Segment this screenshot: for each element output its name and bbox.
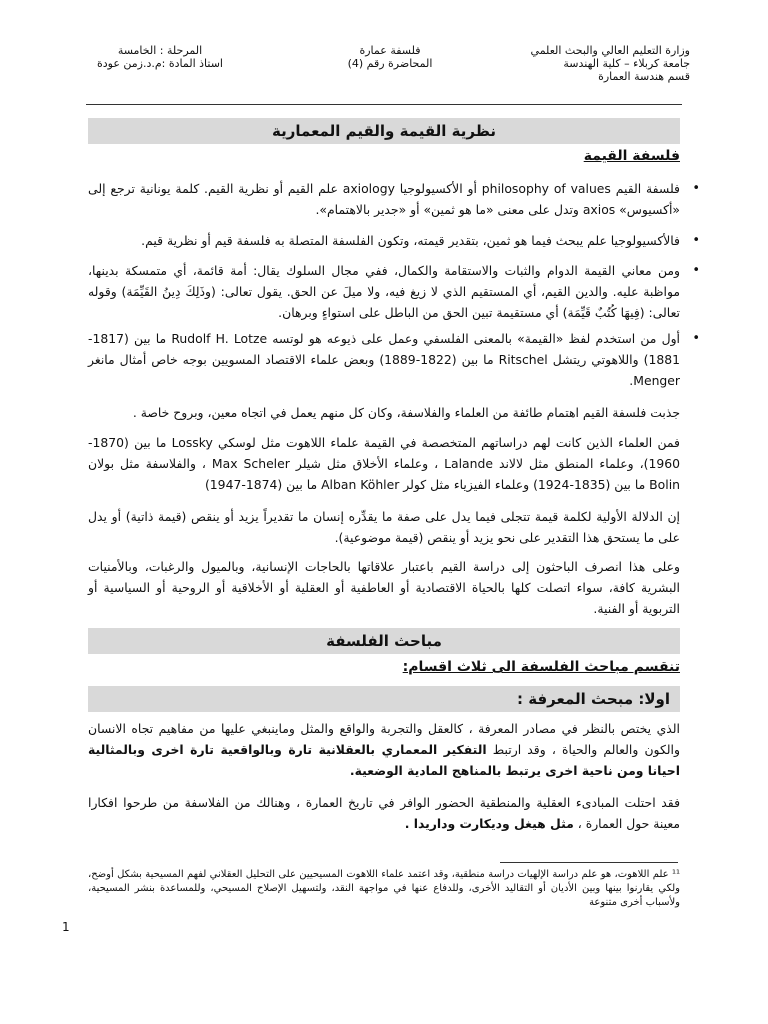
header-university: جامعة كربلاء – كلية الهندسة (563, 57, 690, 70)
header-instructor: استاذ المادة :م.د.زمن عودة (96, 57, 223, 70)
bullet-dot: • (692, 263, 700, 278)
paragraph (88, 792, 680, 834)
list-item (88, 178, 700, 220)
paragraph: فمن العلماء الذين كانت لهم دراساتهم المتخصصة في القيمة علماء اللاهوت مثل لوسكي Lossky ما بين (1870-1960)، وعلماء المنطق مثل لالاند Lalande ، وعلماء الأخلاق مثل شيلر Max Scheler ، والفلاسفة مثل بولان Bolin ما بين (1835-1924) وعلماء الفيزياء مثل كولر Alban Köhler ما بين (1874-1947) (88, 435, 681, 492)
header-stage: المرحلة : الخامسة (117, 44, 203, 57)
list-item (88, 260, 700, 323)
page-header (70, 44, 690, 96)
section-heading-value-philosophy: فلسفة القيمة (583, 148, 680, 164)
footnote-divider (500, 862, 678, 863)
list-item (88, 230, 700, 251)
header-stage-block (70, 44, 250, 70)
header-ministry: وزارة التعليم العالي والبحث العلمي (530, 44, 690, 57)
header-divider (86, 104, 682, 105)
section-bar-epistemology: اولا: مبحث المعرفة : (88, 686, 680, 712)
paragraph-text: الذي يختص بالنظر في مصادر المعرفة ، كالعقل والتجربة والواقع والمثل وماينبغي عليها من مفاهيم تجاه الانسان والكون والعالم والحياة ، وقد ارتبط (88, 721, 680, 757)
header-course-block (310, 44, 470, 70)
bullet-text: فالأكسيولوجيا علم يبحث فيما هو ثمين، بتقدير قيمته، وتكون الفلسفة المتصلة به فلسفة قيم أو نظرية قيم. (141, 233, 680, 248)
paragraph-bold-text: التفكير المعماري بالعقلانية تارة وبالواقعية تارة اخرى وبالمثالية احيانا ومن ناحية اخرى يرتبط بالمناهج المادية الوضعية. (88, 742, 680, 778)
paragraph-bold-text: مثل هيغل وديكارت وداريدا . (404, 816, 574, 831)
header-course: فلسفة عمارة (359, 44, 421, 57)
paragraph (88, 718, 680, 781)
section-bar-philosophy-topics: مباحث الفلسفة (88, 628, 680, 654)
bullet-text: فلسفة القيم philosophy of values أو الأكسيولوجيا axiology علم القيم أو نظرية القيم. كلمة يونانية ترجع إلى «أكسيوس» axios وتدل على معنى «ما هو ثمين» أو «جدير بالاهتمام». (88, 181, 680, 217)
paragraph: جذبت فلسفة القيم اهتمام طائفة من العلماء والفلاسفة، وكان كل منهم يعمل في اتجاه معين، وبروح خاصة . (132, 405, 680, 420)
page-title: نظرية القيمة والقيم المعمارية (88, 118, 680, 144)
bullet-text: أول من استخدم لفظ «القيمة» بالمعنى الفلسفي وعمل على ذيوعه هو لوتسه Rudolf H. Lotze ما بين (1817-1881) واللاهوتي ريتشل Ritschel ما بين (1822-1889) وبعض علماء الاقتصاد المسويين بوجه خاص أمثال مانغر Menger. (88, 331, 680, 388)
header-ministry-block (480, 44, 690, 83)
header-department: قسم هندسة العمارة (598, 70, 690, 83)
header-lecture: المحاضرة رقم (4) (347, 57, 433, 70)
bullet-dot: • (692, 233, 700, 248)
paragraph-text: فقد احتلت المبادىء العقلية والمنطقية الحضور الوافر في تاريخ العمارة ، وهنالك من الفلاسفة من طرحوا افكارا معينة حول العمارة ، (88, 795, 680, 831)
section-intro: تنقسم مباحث الفلسفة الى ثلاث اقسام: (402, 659, 680, 675)
page-number: 1 (62, 920, 70, 934)
paragraph: وعلى هذا انصرف الباحثون إلى دراسة القيم باعتبار علاقاتها بالحاجات الإنسانية، وبالميول والرغبات، وبالأمنيات البشرية كافة، سواء اتصلت كلها بالحياة الاقتصادية أو العاطفية أو العقلية أو الأخلاقية أو الروحية أو السياسية أو التربوية أو الفنية. (88, 559, 680, 616)
paragraph: إن الدلالة الأولية لكلمة قيمة تتجلى فيما يدل على صفة ما يقدِّره إنسان ما تقديراً يزيد أو ينقص (قيمة ذاتية) أو يدل على ما يستحق هذا التقدير على نحو يزيد أو ينقص (قيمة موضوعية). (88, 509, 680, 545)
bullet-dot: • (692, 181, 700, 196)
list-item (88, 328, 700, 391)
bullet-text: ومن معاني القيمة الدوام والثبات والاستقامة والكمال، ففي مجال السلوك يقال: أمة قائمة، أي متمسكة بدينها، مواظبة عليه. والدين القيم، أي المستقيم الذي لا زيغ فيه، ولا ميلَ عن الحق. يقول تعالى: (وذَلِكَ دِينُ القَيِّمَة) وقوله تعالى: (فِيهَا كُتُبٌ قَيِّمَة) أي مستقيمة تبين الحق من الباطل على استواءٍ وبرهان. (88, 263, 680, 320)
footnote: ¹¹ علم اللاهوت، هو علم دراسة الإلهيات دراسة منطقية، وقد اعتمد علماء اللاهوت المسيحيين على التحليل العقلاني لفهم المسيحية بشكل أوضح، ولكي يقارنوا بينها وبين الأديان أو التقاليد الأخرى، وللدفاع عنها في مواجهة النقد، ولتسهيل الإصلاح المسيحي، وللمساعدة بنشر المسيحية، ولأسباب أخرى متنوعة (88, 869, 680, 908)
bullet-dot: • (692, 331, 700, 346)
